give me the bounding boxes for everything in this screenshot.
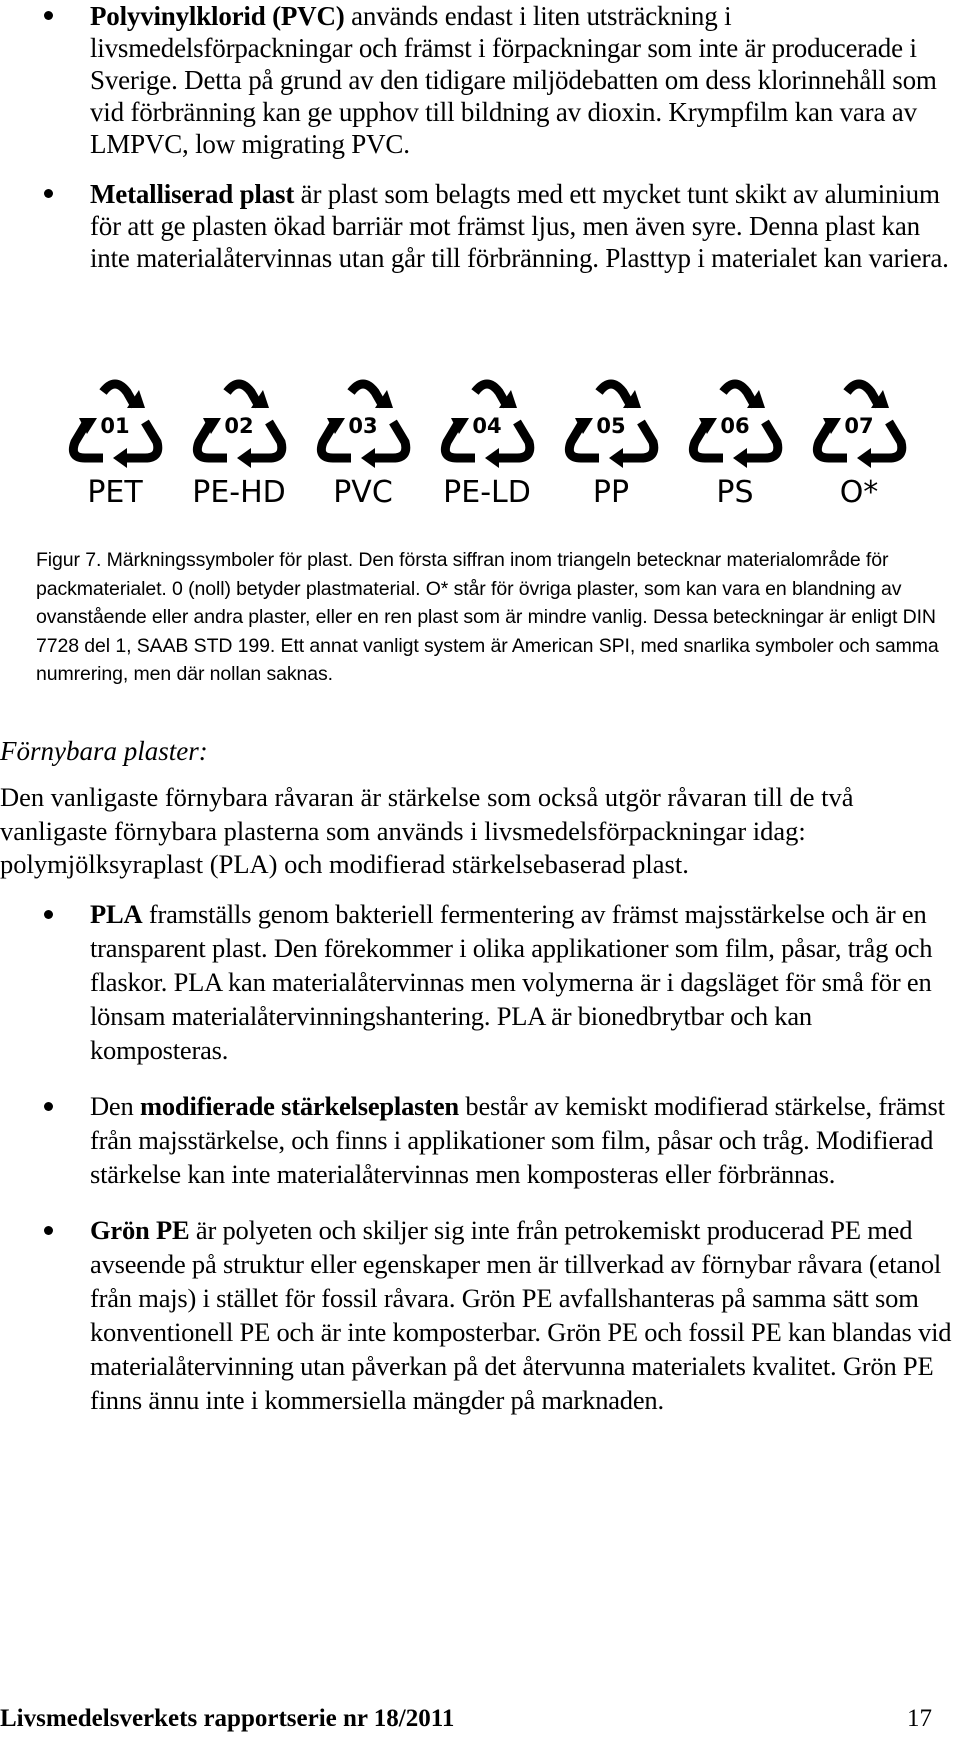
- symbol-label: PVC: [333, 475, 393, 510]
- section-heading: Förnybara plaster:: [0, 736, 208, 766]
- bullet-text: är plast som belagts med ett mycket tunt skikt av aluminium för att ge plasten ökad barriär mot främst ljus, men även syre. Denna plast kan inte materialåtervinnas utan går till förbränning. Plasttyp i materialet kan variera.: [90, 179, 949, 273]
- recycling-symbol: [62, 378, 168, 528]
- bullet-gron-pe: [0, 1213, 960, 1417]
- bullet-dot: [44, 11, 53, 20]
- symbol-code: 06: [720, 414, 750, 438]
- intro-paragraph: Den vanligaste förnybara råvaran är stärkelse som också utgör råvaran till de två vanligaste förnybara plasterna som används i livsmedelsförpackningar idag: polymjölksyraplast (PLA) och modifierad stärkelsebaserad plast.: [0, 782, 854, 879]
- recycling-triangle-icon: [65, 378, 165, 468]
- recycling-symbol: [434, 378, 540, 528]
- symbol-label: PP: [592, 475, 630, 510]
- bullet-term: Polyvinylklorid (PVC): [90, 1, 345, 31]
- recycling-triangle-icon: [561, 378, 661, 468]
- page-number: 17: [907, 1705, 932, 1732]
- bullet-pla: [0, 897, 960, 1067]
- recycling-triangle-icon: [685, 378, 785, 468]
- symbol-code: 03: [348, 414, 378, 438]
- recycling-symbol: [186, 378, 292, 528]
- symbol-code: 01: [100, 414, 130, 438]
- recycling-symbols-figure: [62, 378, 912, 528]
- symbol-code: 05: [596, 414, 626, 438]
- bullet-pvc: [0, 0, 960, 160]
- bullet-dot: [44, 1102, 53, 1111]
- report-series: Livsmedelsverkets rapportserie nr 18/2011: [0, 1705, 455, 1732]
- bullet-dot: [44, 910, 53, 919]
- bullet-term: Grön PE: [90, 1215, 190, 1245]
- symbol-label: PE-LD: [443, 475, 531, 510]
- bullet-term: modifierade stärkelseplasten: [139, 1091, 459, 1121]
- symbol-label: PET: [87, 475, 143, 510]
- symbol-label: PE-HD: [192, 475, 286, 510]
- recycling-symbol: [310, 378, 416, 528]
- bullet-text: är polyeten och skiljer sig inte från petrokemiskt producerad PE med avseende på struktur eller egenskaper men är tillverkad av förnybar råvara (etanol från majs) i stället för fossil råvara. Grön PE avfallshanteras på samma sätt som konventionell PE och är inte komposterbar. Grön PE och fossil PE kan blandas vid materialåtervinning utan påverkan på det återvunna materialets kvalitet. Grön PE finns ännu inte i kommersiella mängder på marknaden.: [90, 1215, 952, 1415]
- recycling-symbol: [682, 378, 788, 528]
- recycling-triangle-icon: [437, 378, 537, 468]
- symbol-label: PS: [716, 475, 754, 510]
- symbol-code: 02: [224, 414, 254, 438]
- bullet-metalliserad: [0, 178, 960, 274]
- recycling-triangle-icon: [189, 378, 289, 468]
- recycling-triangle-icon: [313, 378, 413, 468]
- figure-caption: Figur 7. Märkningssymboler för plast. Den första siffran inom triangeln betecknar materialområde för packmaterialet. 0 (noll) betyder plastmaterial. O* står för övriga plaster, som kan vara en blandning av ovanstående eller andra plaster, eller en ren plast som är mindre vanlig. Dessa beteckningar är enligt DIN 7728 del 1, SAAB STD 199. Ett annat vanligt system är American SPI, med snarlika symboler och samma numrering, men där nollan saknas.: [36, 549, 939, 685]
- bullet-prefix: Den: [90, 1091, 140, 1121]
- symbol-code: 04: [472, 414, 502, 438]
- bottom-bullet-list: [0, 897, 960, 1439]
- bullet-modifierad-starkelse: [0, 1089, 960, 1191]
- bullet-text: används endast i liten utsträckning i livsmedelsförpackningar och främst i förpackningar som inte är producerade i Sverige. Detta på grund av den tidigare miljödebatten om dess klorinnehåll som vid förbränning kan ge upphov till bildning av dioxin. Krympfilm kan vara av LMPVC, low migrating PVC.: [90, 1, 937, 159]
- bullet-text: består av kemiskt modifierad stärkelse, främst från majsstärkelse, och finns i applikationer som film, påsar och tråg. Modifierad stärkelse kan inte materialåtervinnas men komposteras eller förbrännas.: [90, 1091, 945, 1189]
- symbol-code: 07: [844, 414, 874, 438]
- bullet-text: framställs genom bakteriell fermentering av främst majsstärkelse och är en transparent plast. Den förekommer i olika applikationer som film, påsar, tråg och flaskor. PLA kan materialåtervinnas men volymerna är i dagsläget för små för en lönsam materialåtervinningshantering. PLA är bionedbrytbar och kan komposteras.: [90, 899, 933, 1065]
- bullet-dot: [44, 189, 53, 198]
- recycling-symbol: [806, 378, 912, 528]
- bullet-term: Metalliserad plast: [90, 179, 295, 209]
- bullet-dot: [44, 1226, 53, 1235]
- recycling-triangle-icon: [809, 378, 909, 468]
- bullet-term: PLA: [90, 899, 143, 929]
- recycling-symbol: [558, 378, 664, 528]
- top-bullet-list: [0, 0, 960, 292]
- symbol-label: O*: [839, 475, 879, 510]
